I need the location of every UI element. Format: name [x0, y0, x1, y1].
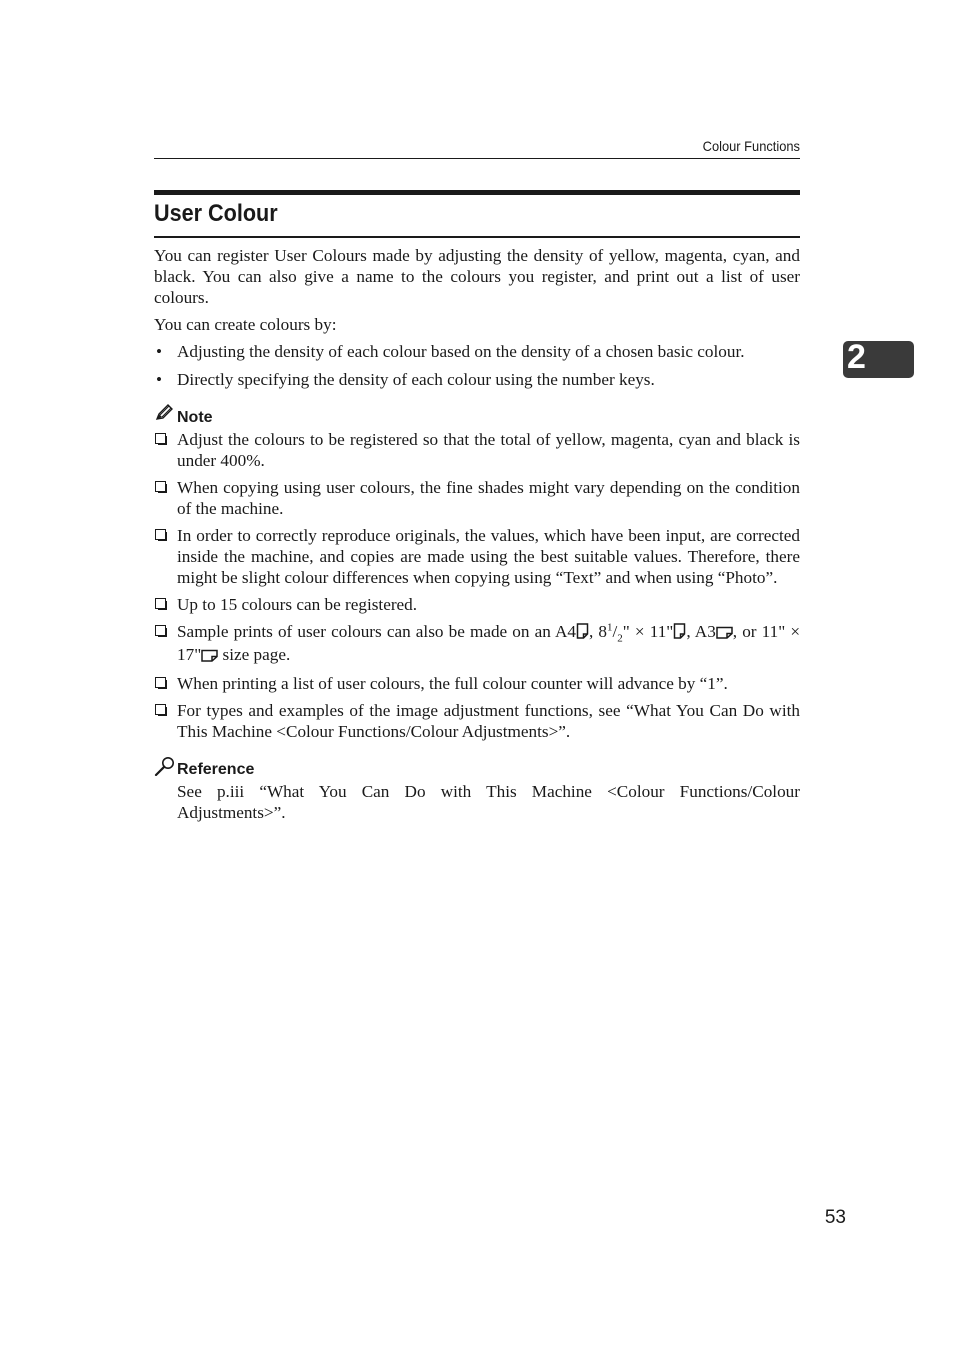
landscape-paper-icon [201, 646, 218, 667]
checkbox-icon [155, 481, 166, 492]
checkbox-icon [155, 677, 166, 688]
lead-paragraph: You can create colours by: [154, 315, 337, 334]
title-rule-bottom [154, 236, 800, 238]
list-item: Adjust the colours to be registered so that the total of yellow, magenta, cyan and black is under 400%. [154, 429, 800, 471]
checkbox-icon [155, 598, 166, 609]
note-label: Note [177, 409, 213, 426]
header-rule [154, 158, 800, 159]
chapter-number: 2 [847, 338, 866, 376]
note-list [154, 429, 800, 742]
landscape-paper-icon [716, 623, 733, 644]
list-item: When printing a list of user colours, the full colour counter will advance by “1”. [154, 673, 800, 694]
checkbox-icon [155, 529, 166, 540]
list-item: • Adjusting the density of each colour based on the density of a chosen basic colour. [156, 342, 745, 361]
list-item: Up to 15 colours can be registered. [154, 594, 800, 615]
pencil-icon [154, 404, 174, 427]
list-item: In order to correctly reproduce originals, the values, which have been input, are corrected inside the machine, and copies are made using the best suitable values. Therefore, there might be slight colour differences when copying using “Text” and when using “Photo”. [154, 525, 800, 588]
intro-paragraph: You can register User Colours made by adjusting the density of yellow, magenta, cyan, and black. You can also give a name to the colours you register, and print out a list of user colours. [154, 246, 800, 307]
list-item: For types and examples of the image adjustment functions, see “What You Can Do with This Machine <Colour Functions/Colour Adjustments>”. [154, 700, 800, 742]
section-title: User Colour [154, 200, 278, 227]
running-head: Colour Functions [702, 138, 800, 154]
reference-heading [154, 756, 800, 778]
magnifier-icon [154, 756, 176, 781]
checkbox-icon [155, 433, 166, 444]
list-item: Sample prints of user colours can also be made on an A4 , $8^1/_2$" × 11" , A3 , or 11" × 17" size page. [154, 621, 800, 667]
note-heading [154, 404, 800, 426]
bullet-list [154, 341, 800, 390]
chapter-tab [843, 338, 914, 378]
list-item: When copying using user colours, the fine shades might vary depending on the condition of the machine. [154, 477, 800, 519]
content-area [154, 245, 800, 823]
bullet-icon: • [156, 342, 163, 361]
checkbox-icon [155, 625, 166, 636]
title-rule-top [154, 190, 800, 195]
checkbox-icon [155, 704, 166, 715]
portrait-paper-icon [673, 623, 686, 644]
portrait-paper-icon [576, 623, 589, 644]
page-number: 53 [824, 1207, 846, 1228]
reference-label: Reference [177, 761, 255, 778]
bullet-icon: • [156, 370, 163, 389]
reference-text: See p.iii “What You Can Do with This Machine <Colour Functions/Colour Adjustments>”. [177, 782, 800, 822]
list-item: • Directly specifying the density of each colour using the number keys. [156, 370, 655, 389]
